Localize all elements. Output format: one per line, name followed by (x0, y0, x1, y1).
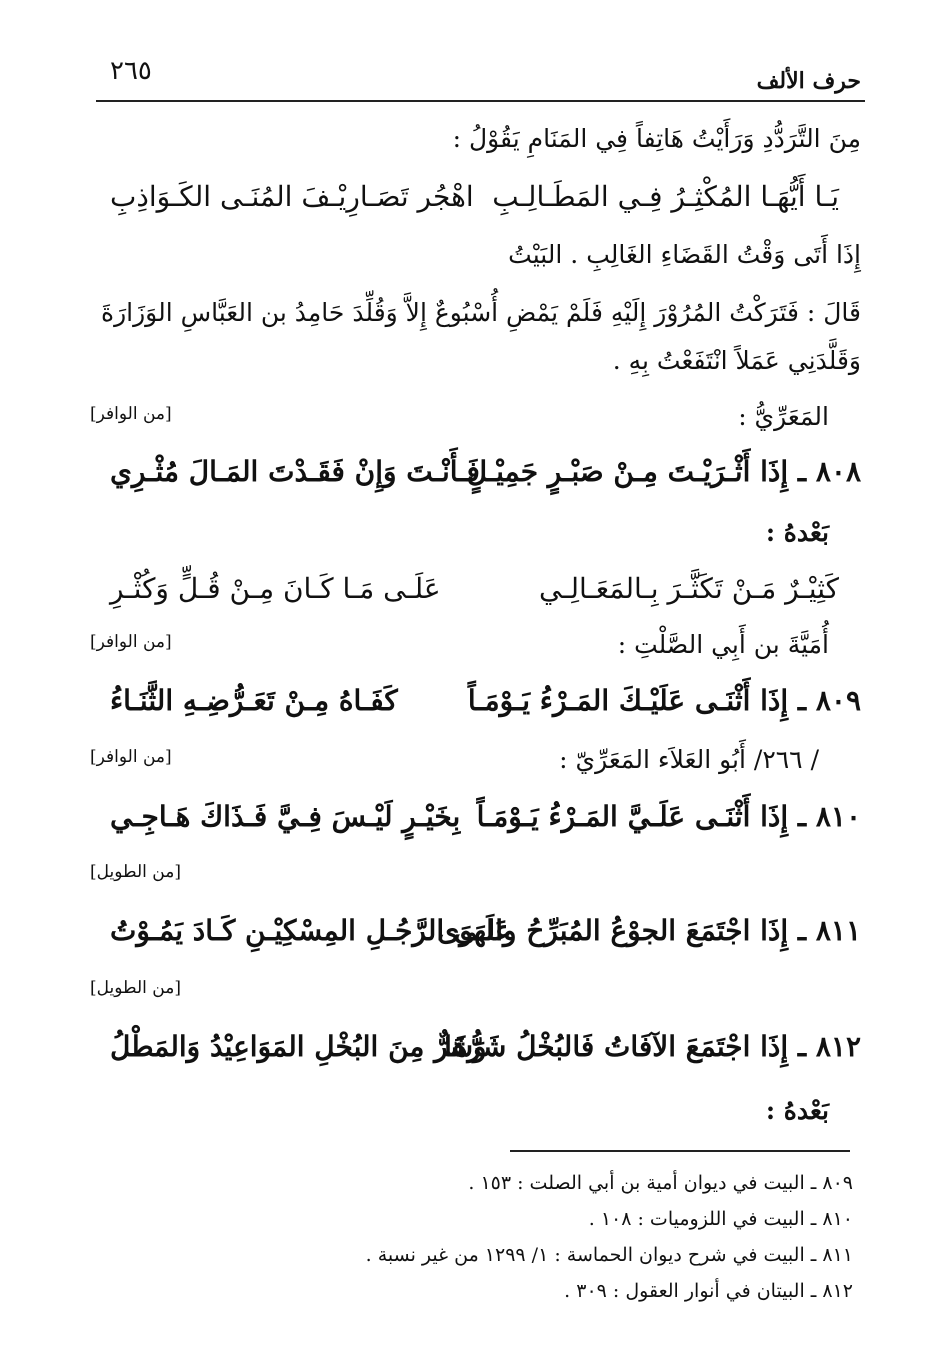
footnote: ٨١١ ـ البيت في شرح ديوان الحماسة : ١/ ١٢٩٩ من غير نسبة . (365, 1244, 853, 1266)
verse-hemistich-right: يَـا أَيُّهَـا المُكْثِـرُ فِـي المَطَـالِـبِ (492, 180, 839, 213)
meter-label: [من الطويل] (90, 978, 181, 998)
verse-hemistich-right: ٨١١ ـ إِذَا اجْتَمَعَ الجوْعُ المُبَرِّحُ والهَوَى (437, 914, 861, 947)
footnote: ٨٠٩ ـ البيت في ديوان أمية بن أبي الصلت : ١٥٣ . (468, 1172, 853, 1194)
page-number: ٢٦٥ (110, 56, 152, 86)
verse-hemistich-right: ٨١٠ ـ إِذَا أَثْنَـى عَلَـيَّ المَـرْءُ يَـوْمَـاً (476, 800, 861, 833)
footnote: ٨١٠ ـ البيت في اللزوميات : ١٠٨ . (588, 1208, 853, 1230)
meter-label: [من الوافر] (90, 632, 172, 652)
running-head: حرف الألف (756, 68, 861, 94)
meter-label: [من الوافر] (90, 747, 172, 767)
meter-label: [من الوافر] (90, 404, 172, 424)
text-line: وَقَلَّدَنِي عَمَلاً انْتَفَعْتُ بِهِ . (612, 346, 861, 375)
verse-hemistich-left: فَـأَنْـتَ وَإِنْ فَقَـدْتَ المَـالَ مُثْـرِي (110, 455, 480, 488)
meter-label: [من الطويل] (90, 862, 181, 882)
text-line: قَالَ : فَتَرَكْتُ المُرُوْرَ إِلَيْهِ فَلَمْ يَمْضِ أُسْبُوعٌ إِلاَّ وَقُلِّدَ حَامِدُ بن العَبَّاسِ الوَزَارَةَ (100, 298, 861, 327)
verse-hemistich-right: كَثِيْـرٌ مَـنْ تَكَثَّـرَ بِـالمَعَـالِـي (538, 572, 839, 605)
footnote: ٨١٢ ـ البيتان في أنوار العقول : ٣٠٩ . (564, 1280, 853, 1302)
verse-hemistich-left: وَشَرٌّ مِنَ البُخْلِ المَوَاعِيْدُ وَالمَطْلُ (110, 1030, 487, 1063)
verse-hemistich-left: عَلَـى الرَّجُـلِ المِسْكِيْـنِ كَـادَ يَمُـوْتُ (110, 914, 512, 947)
verse-hemistich-right: ٨٠٨ ـ إِذَا أَثْـرَيْـتَ مِـنْ صَبْـرٍ جَمِيْـلٍ (466, 455, 861, 488)
verse-hemistich-right: ٨١٢ ـ إِذَا اجْتَمَعَ الآفَاتُ فَالبُخْلُ شَرُّهَا (444, 1030, 861, 1063)
verse-hemistich-left: اهْجُر تَصَـارِيْـفَ المُنَـى الكَـوَاذِبِ (110, 180, 474, 213)
verse-hemistich-left: كَفَـاهُ مِـنْ تَعَـرُّضِـهِ الثَّنَـاءُ (110, 684, 398, 717)
poet-name: / ٢٦٦/ أَبُو العَلاَء المَعَرِّيّ : (559, 745, 819, 774)
verse-hemistich-right: ٨٠٩ ـ إِذَا أَثْنَـى عَلَيْـكَ المَـرْءُ يَـوْمَـاً (467, 684, 861, 717)
text-line: بَعْدهُ : (765, 1096, 829, 1125)
text-line: مِنَ التَّرَدُّدِ وَرَأَيْتُ هَاتِفاً فِي المَنَامِ يَقُوْلُ : (452, 124, 861, 153)
text-line: بَعْدهُ : (765, 518, 829, 547)
text-line: إِذَا أَتَى وَقْتُ القَضَاءِ الغَالِبِ . البَيْتُ (508, 240, 861, 269)
poet-name: أُمَيَّةَ بن أَبِي الصَّلْتِ : (617, 630, 829, 659)
footnote-rule (510, 1150, 850, 1152)
verse-hemistich-left: عَلَـى مَـا كَـانَ مِـنْ قُـلٍّ وَكُثْـرِ (110, 572, 441, 605)
verse-hemistich-left: بِخَيْـرٍ لَيْـسَ فِـيَّ فَـذَاكَ هَـاجِـي (110, 800, 461, 833)
header-rule (96, 100, 865, 102)
poet-name: المَعَرِّيُّ : (738, 402, 829, 431)
